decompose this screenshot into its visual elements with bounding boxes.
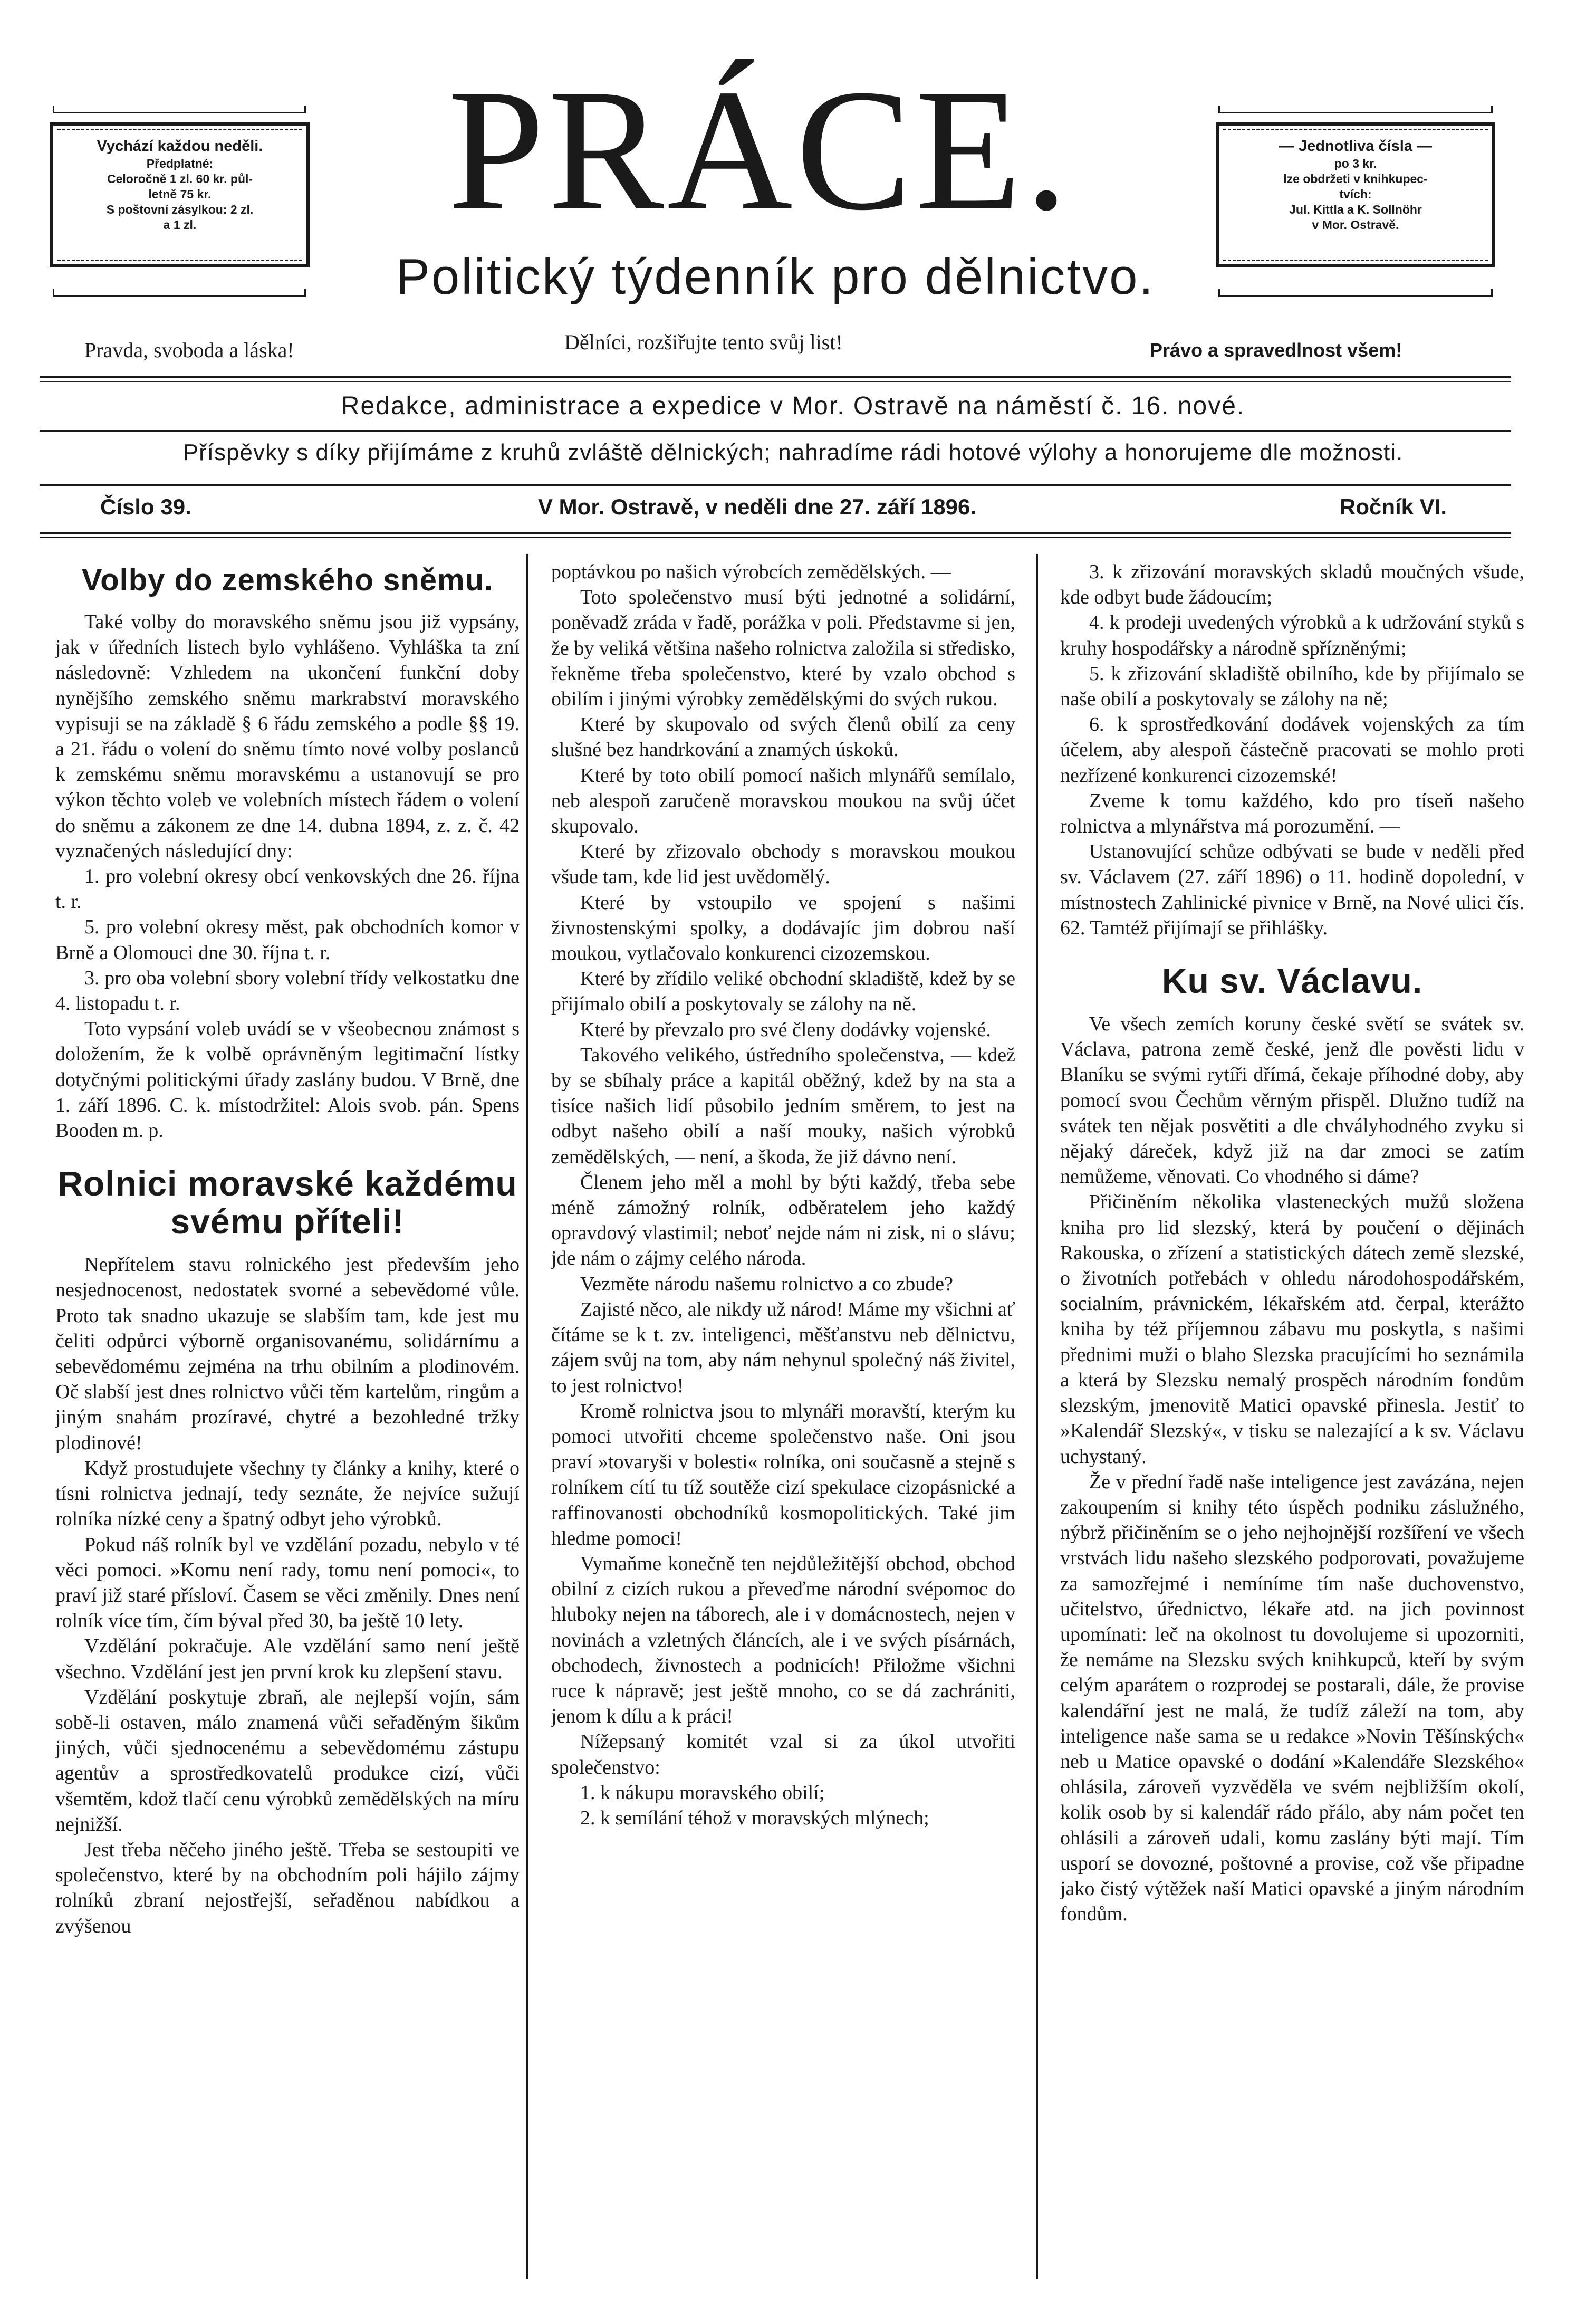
article-paragraph: Zveme k tomu každého, kdo pro tíseň našeho rolnictva a mlynářstva má porozumění. — <box>1060 789 1524 838</box>
article-paragraph: Ve všech zemích koruny české světí se svátek sv. Václava, patrona země české, jenž dle pověsti lidu v Blaníku se svými rytíři dřímá, čekaje příhodné doby, aby pomocí svou Čechům věrným přispěl. Dlužno tudíž na svátek ten nějak posvětiti a dle chvályhodného zvyku si nějaký dáreček, když již na dar zmoci se zatím nemůžeme, věnovati. Co vhodného si dáme? <box>1060 1013 1524 1188</box>
article-paragraph: Které by převzalo pro své členy dodávky vojenské. <box>580 1018 991 1041</box>
subscription-line: S poštovní zásylkou: 2 zl. <box>106 203 254 216</box>
article-paragraph: Kromě rolnictva jsou to mlynáři moravští, kterým ku pomoci utvořiti chceme společenstvo naše. Oni jsou praví »tovaryši v bolesti« rolníka, oni současně a stejně s rolníkem cítí tu tíž soutěže cizí spekulace cizopásnické a raffinovanosti obchodníků kosmopolitických. Také jim hledme pomoci! <box>551 1400 1015 1550</box>
article-headline: Volby do zemského sněmu. <box>81 563 494 597</box>
single-issue-line: Jul. Kittla a K. Sollnöhr <box>1289 203 1422 216</box>
divider <box>40 484 1511 486</box>
subscription-box <box>50 122 310 267</box>
article-paragraph: 5. k zřizování skladiště obilního, kde by přijímalo se naše obilí a poskytovaly se zálohy na ně; <box>1060 662 1524 711</box>
article-paragraph: Toto vypsání voleb uvádí se v všeobecnou známost s doložením, že k volbě oprávněným legitimační lístky dotyčnými politickými úřady zaslány budou. V Brně, dne 1. září 1896. C. k. místodržitel: Alois svob. pán. Spens Booden m. p. <box>55 1018 520 1142</box>
article-headline: Rolnici moravské každému svému příteli! <box>57 1164 517 1241</box>
article-paragraph: 6. k sprostředkování dodávek vojenských za tím účelem, aby alespoň částečně pracovati se mohlo proti nezřízené konkurenci cizozemské! <box>1060 713 1524 787</box>
subscription-line: letně 75 kr. <box>148 187 212 201</box>
article-paragraph: Vzdělání poskytuje zbraň, ale nejlepší vojín, sám sobě-li ostaven, málo znamená vůči seřaděným šikům jiných, vůči sjednocenému a sebevědomému zástupu agentův a sprostředkovatelů produkce cizí, vůči všemtěm, kdož tlačí cenu výrobků zemědělských na míru nejnižší. <box>55 1686 520 1835</box>
article-paragraph: Nepřítelem stavu rolnického jest především jeho nesjednocenost, nedostatek svorné a sebevědomé vůle. Proto tak snadno ukazuje se slabším tam, kde jest mu čeliti odpůrci výborně organisovanému, solidárnímu a sebevědomému zejména na trhu obilním a plodinovém. Oč slabší jest dnes rolnictvo vůči těm kartelům, ringům a jiným snahám prozíravé, chytré a bezohledné tržky plodinové! <box>55 1254 520 1454</box>
article-paragraph: poptávkou po našich výrobcích zemědělských. — <box>551 561 951 583</box>
issue-number: Číslo 39. <box>100 494 191 519</box>
article-column-3 <box>1060 559 1524 2300</box>
subscription-line: a 1 zl. <box>163 218 197 232</box>
divider <box>40 381 1511 382</box>
address-line: Redakce, administrace a expedice v Mor. Ostravě na náměstí č. 16. nové. <box>341 392 1245 420</box>
article-paragraph: Které by vstoupilo ve spojení s našimi živnostenskými spolky, a dodávajíc jim dobrou naší moukou, vytlačovalo konkurenci cizozemskou. <box>551 891 1015 965</box>
article-paragraph: Vezměte národu našemu rolnictvo a co zbude? <box>580 1273 953 1295</box>
article-paragraph: Které by skupovalo od svých členů obilí za ceny slušné bez handrkování a znamých úskoků. <box>551 713 1015 761</box>
divider <box>40 537 1511 538</box>
divider <box>40 376 1511 378</box>
subscription-line: Celoročně 1 zl. 60 kr. půl- <box>107 172 253 186</box>
article-paragraph: 4. k prodeji uvedených výrobků a k udržování styků s kruhy hospodářsky a národně spřízněnými; <box>1060 611 1524 659</box>
subscription-heading: Vychází každou neděli. <box>97 138 263 155</box>
article-paragraph: Nížepsaný komitét vzal si za úkol utvořiti společenstvo: <box>551 1730 1015 1778</box>
article-paragraph: Členem jeho měl a mohl by býti každý, třeba sebe méně zámožný rolník, odběratelem jeho každý opravdový vlastimil; neboť nejde nám ni zisk, ni o slávu; jde nám o zájmy celého národa. <box>551 1171 1015 1270</box>
single-issue-line: tvích: <box>1339 187 1372 201</box>
article-paragraph: Vzdělání pokračuje. Ale vzdělání samo není ještě všechno. Vzdělání jest jen první krok ku zlepšení stavu. <box>55 1635 520 1683</box>
article-paragraph: 2. k semílání téhož v moravských mlýnech; <box>580 1806 929 1829</box>
single-issue-line: po 3 kr. <box>1334 157 1377 170</box>
contributions-line: Příspěvky s díky přijímáme z kruhů zvláště dělnických; nahradíme rádi hotové výlohy a honorujeme dle možnosti. <box>182 439 1404 465</box>
divider <box>40 532 1511 534</box>
article-paragraph: Které by zřídilo veliké obchodní skladiště, kdež by se přijímalo obilí a poskytovaly se zálohy na ně. <box>551 968 1015 1016</box>
masthead-subtitle: Politický týdenník pro dělnictvo. <box>396 248 1155 305</box>
column-divider <box>526 554 528 2279</box>
article-paragraph: Jest třeba něčeho jiného ještě. Třeba se sestoupiti ve společenstvo, které by na obchodním poli hájilo zájmy rolníků zbraní nejostřejší, seřaděnou nabídkou a zvýšenou <box>55 1838 520 1937</box>
article-column-2 <box>551 559 1015 2300</box>
article-paragraph: Pokud náš rolník byl ve vzdělání pozadu, nebylo v té věci pomoci. »Komu není rady, tomu není pomoci«, to praví již staré přísloví. Časem se věci změnily. Dnes není rolník více tím, čím býval před 30, ba ještě 10 lety. <box>55 1533 520 1632</box>
article-paragraph: 1. pro volební okresy obcí venkovských dne 26. října t. r. <box>55 865 520 913</box>
article-paragraph: Přičiněním několika vlasteneckých mužů složena kniha pro lid slezský, která by poučení o dějinách Rakouska, o zřízení a statistických dátech země slezské, o životních potřebách v ohledu národohospodářském, socialním, právnickém, lékařském atd. čerpal, kterážto kniha by též příjemnou zábavu mu poskytla, s našimi přednimi muži o blaho Slezska pracujícími ho seznámila a která by Slezsku nemalý prospěch národním fondům slezským, jmenovitě Matici opavské přinesla. Jestiť to »Kalendář Slezský«, v tisku se nalezající a k sv. Václavu uchystaný. <box>1060 1191 1524 1468</box>
subscription-line: Předplatné: <box>146 157 214 170</box>
article-paragraph: 3. pro oba volební sbory volební třídy velkostatku dne 4. listopadu t. r. <box>55 967 520 1015</box>
single-issue-line: v Mor. Ostravě. <box>1312 218 1399 232</box>
masthead-title: PRÁCE. <box>447 54 1072 246</box>
divider <box>40 430 1511 432</box>
article-headline: Ku sv. Václavu. <box>1161 961 1423 1001</box>
article-paragraph: 3. k zřizování moravských skladů moučných všude, kde odbyt bude žádoucím; <box>1060 561 1524 609</box>
article-paragraph: Které by toto obilí pomocí našich mlynářů semílalo, neb alespoň zaručeně moravskou moukou na svůj účet skupovalo. <box>551 764 1015 838</box>
motto-left: Pravda, svoboda a láska! <box>84 338 294 362</box>
motto-center: Dělníci, rozšiřujte tento svůj list! <box>564 330 843 354</box>
article-paragraph: Že v přední řadě naše inteligence jest zavázána, nejen zakoupením si knihy této úspěch podniku záslužného, nýbrž přičiněním se o jeho nejhojnější rozšíření ve všech vrstvách lidu našeho slezského podporovati, považujeme za samozřejmé i nemíníme tím naše duchovenstvo, učitelstvo, úřednictvo, lékaře atd. na jich povinnost upomínati: leč na okolnost tu dovolujeme si upozorniti, že nemáme na Slezsku svých knihkupců, kteří by svým celým aparátem o rozprodej se postarali, dále, že provise kalendářní jest ne malá, že tudíž záleží na tom, aby inteligence naše sama se u redakce »Novin Těšínských« neb u Matice opavské o dodání »Kalendáře Slezského« ohlásila, zároveň vyzvěděla ve svém nejbližším okolí, kolik osob by si kalendář rádo přálo, aby nám počet ten ohlásili a zároveň udali, komu zaslány býti mají. Tím usporí se dovozné, poštovné a provise, což vše připadne jako čistý výtěžek naší Matici opavské a jiným národním fondům. <box>1060 1470 1524 1926</box>
single-issue-heading: — Jednotliva čísla — <box>1279 138 1433 155</box>
article-paragraph: Zajisté něco, ale nikdy už národ! Máme my všichni ať čítáme se k t. zv. inteligenci, měšťanstvu neb dělnictvu, zájem svůj na tom, aby nám nehynul společný náš živitel, to jest rolnictvo! <box>551 1298 1015 1397</box>
article-paragraph: Také volby do moravského sněmu jsou již vypsány, jak v úředních listech bylo vyhlášeno. Vyhláška ta zní následovně: Vzhledem na ukončení funkční doby nynějšího zemského sněmu markrabství moravského vypisuji se na základě § 6 řádu zemského a podle §§ 19. a 21. řádu o volení do sněmu tímto nové volby poslanců k zemskému sněmu moravskému a ustanovují se pro výkon těchto voleb ve volebních místech řádem o volení do sněmu a zákonem ze dne 14. dubna 1894, z. z. č. 42 vyznačených následující dny: <box>55 611 520 862</box>
single-issue-line: lze obdržeti v knihkupec- <box>1283 172 1428 186</box>
article-paragraph: 1. k nákupu moravského obilí; <box>580 1781 825 1804</box>
issue-volume: Ročník VI. <box>1340 494 1447 519</box>
article-paragraph: 5. pro volební okresy měst, pak obchodních komor v Brně a Olomouci dne 30. října t. r. <box>55 916 520 964</box>
article-paragraph: Které by zřizovalo obchody s moravskou moukou všude tam, kde lid jest uvědomělý. <box>551 840 1015 888</box>
article-paragraph: Vymaňme konečně ten nejdůležitější obchod, obchod obilní z cizích rukou a převeďme národní svépomoc do hluboky nejen na táborech, ale i v domácnostech, nejen v novinách a vzletných článcích, ale i ve svých písárnách, obchodech, živnostech a podnicích! Přiložme všichni ruce k nápravě; jest ještě mnoho, co se dá zachrániti, jenom k dílu a k práci! <box>551 1552 1015 1728</box>
issue-date: V Mor. Ostravě, v neděli dne 27. září 1896. <box>538 494 977 519</box>
article-paragraph: Když prostudujete všechny ty články a knihy, které o tísni rolnictva jednají, tedy seznáte, že nejvíce sužují rolníka nízké ceny a špatný odbyt jeho výrobků. <box>55 1457 520 1531</box>
article-paragraph: Ustanovující schůze odbývati se bude v neděli před sv. Václavem (27. září 1896) o 11. hodině dopolední, v místnostech Zahlinické pivnice v Brně, na Nové ulici čís. 62. Tamtéž přijímají se přihlášky. <box>1060 840 1524 939</box>
article-paragraph: Toto společenstvo musí býti jednotné a solidární, poněvadž zráda v řadě, porážka v poli. Představme si jen, že by veliká většina našeho rolnictva založila si středisko, řekněme třeba společenstvo, které by vzalo obchod s obilím i jinými výrobky zemědělskými do svých rukou. <box>551 586 1015 711</box>
article-paragraph: Takového velikého, ústředního společenstva, — kdež by se sbíhaly práce a kapitál oběžný, kdež by na sta a tisíce našich lidí působilo jedním směrem, to jest na odbyt našeho obilí a naší mouky, našich výrobků zemědělských, — není, a škoda, že již dávno není. <box>551 1044 1015 1168</box>
article-column-1 <box>55 557 520 2298</box>
motto-right: Právo a spravedlnost všem! <box>1150 339 1402 361</box>
single-issue-box <box>1216 122 1495 267</box>
column-divider <box>1036 554 1038 2279</box>
